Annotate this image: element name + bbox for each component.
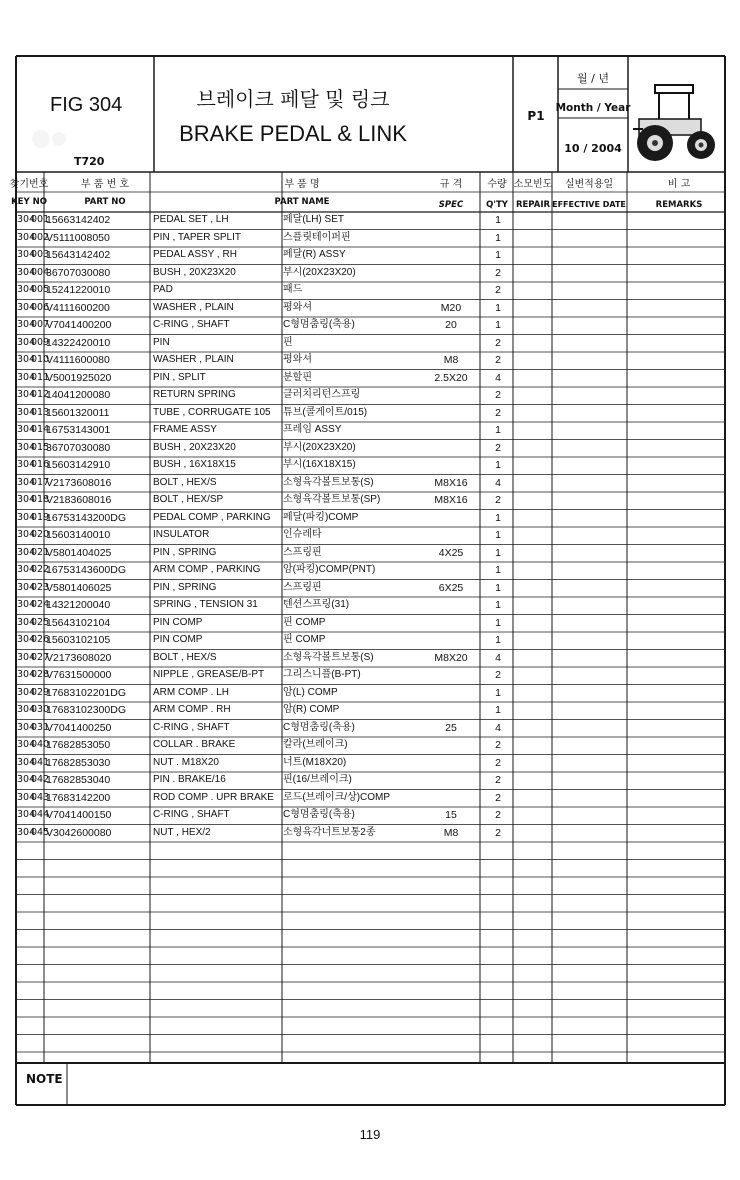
key-number: 041 — [31, 756, 50, 768]
fig-number: 304 — [17, 214, 36, 225]
part-name-korean: 평와셔 — [283, 354, 312, 365]
part-name-korean: 페달(R) ASSY — [283, 249, 346, 260]
part-number: 15241220010 — [46, 284, 111, 296]
part-number: 16753143001 — [46, 424, 111, 436]
key-number: 007 — [31, 319, 50, 330]
quantity-value: 2 — [495, 791, 501, 804]
fig-number: 304 — [17, 371, 36, 383]
part-name-english: NUT , HEX/2 — [153, 826, 211, 838]
quantity-value: 2 — [495, 756, 501, 769]
fig-number: 304 — [17, 389, 36, 400]
part-name-korean: 핀 COMP — [283, 634, 326, 645]
part-number: 16753143600DG — [46, 564, 126, 576]
part-name-english: PAD — [153, 284, 173, 295]
spec-value: 4X25 — [438, 546, 464, 559]
fig-number: 304 — [17, 634, 36, 645]
table-row — [15, 335, 726, 352]
key-number: 025 — [31, 616, 50, 628]
page-number: 119 — [359, 1127, 381, 1142]
part-name-korean: 핀(16/브레이크) — [283, 774, 352, 785]
fig-number: 304 — [17, 721, 36, 733]
key-number: 040 — [31, 739, 50, 750]
part-name-english: PIN , SPRING — [153, 546, 217, 558]
key-number: 018 — [31, 494, 50, 505]
part-name-english: ROD COMP . UPR BRAKE — [153, 791, 274, 803]
tractor-illustration — [631, 67, 723, 167]
part-number: V2173608016 — [46, 476, 112, 489]
col-header-key-no-ko: 찾기번호 — [9, 179, 49, 190]
part-name-korean: 페달(LH) SET — [283, 214, 344, 225]
table-row — [15, 755, 726, 772]
part-number: 17682853040 — [46, 774, 111, 786]
part-name-english: C-RING , SHAFT — [153, 809, 230, 820]
table-row — [15, 615, 726, 632]
table-row — [15, 825, 726, 842]
table-row — [15, 545, 726, 562]
part-name-english: PIN . BRAKE/16 — [153, 774, 226, 785]
note-label: NOTE — [26, 1072, 63, 1086]
part-name-korean: 부시(16X18X15) — [283, 459, 356, 470]
table-row — [15, 212, 726, 229]
issue-date: 10 / 2004 — [564, 142, 622, 155]
part-number: 36707030080 — [46, 441, 111, 454]
fig-number: 304 — [17, 266, 36, 278]
part-number: 16753143200DG — [46, 511, 126, 524]
table-row — [15, 667, 726, 684]
key-number: 014 — [31, 424, 50, 435]
quantity-value: 2 — [495, 809, 501, 821]
col-header-repair: REPAIR — [515, 200, 551, 210]
table-row — [15, 737, 726, 754]
part-name-english: ARM COMP . RH — [153, 704, 231, 715]
quantity-value: 1 — [495, 686, 501, 699]
col-header-part-name-ko: 부 품 명 — [284, 179, 320, 190]
part-name-english: PIN — [153, 336, 170, 348]
quantity-value: 1 — [495, 459, 501, 471]
part-name-english: PIN COMP — [153, 616, 203, 628]
fig-number: 304 — [17, 301, 36, 313]
part-name-english: PIN , TAPER SPLIT — [153, 231, 241, 243]
key-number: 023 — [31, 581, 50, 593]
fig-number: 304 — [17, 756, 36, 768]
part-name-korean: C형멈춤링(축용) — [283, 319, 355, 330]
fig-number: 304 — [17, 511, 36, 523]
key-number: 013 — [31, 406, 50, 418]
key-number: 021 — [31, 546, 50, 558]
part-number: 15643102104 — [46, 616, 111, 629]
key-number: 045 — [31, 826, 50, 838]
part-name-english: PIN , SPLIT — [153, 371, 206, 383]
table-row — [15, 685, 726, 702]
part-name-english: BOLT , HEX/SP — [153, 494, 224, 505]
quantity-value: 4 — [495, 476, 501, 489]
fig-number: 304 — [17, 476, 36, 488]
col-header-remarks: REMARKS — [655, 200, 703, 210]
col-header-qty-ko: 수량 — [487, 179, 507, 190]
part-name-korean: 로드(브레이크/상)COMP — [283, 791, 391, 803]
part-number: V4111600200 — [46, 301, 110, 314]
part-name-korean: 클러치리턴스프링 — [283, 389, 361, 400]
col-header-spec: SPEC — [438, 200, 464, 210]
key-number: 028 — [31, 669, 50, 680]
part-number: 15603102105 — [46, 634, 111, 646]
key-number: 001 — [31, 214, 50, 225]
part-name-english: BOLT , HEX/S — [153, 651, 217, 663]
part-name-english: NIPPLE , GREASE/B-PT — [153, 669, 265, 680]
part-number: V2183608016 — [46, 494, 112, 506]
quantity-value: 2 — [495, 494, 501, 506]
quantity-value: 1 — [495, 564, 501, 576]
fig-number: 304 — [17, 406, 36, 418]
key-number: 022 — [31, 564, 50, 575]
key-number: 029 — [31, 686, 50, 698]
key-number: 006 — [31, 301, 50, 313]
quantity-value: 1 — [495, 319, 501, 331]
spec-value: M8 — [443, 354, 459, 366]
col-header-repair-ko: 소모빈도 — [513, 179, 553, 190]
part-number: 15663142402 — [46, 214, 111, 226]
table-row — [15, 702, 726, 719]
part-number: V7041400200 — [46, 319, 112, 331]
table-row — [15, 632, 726, 649]
part-name-korean: 소형육각볼트보통(S) — [283, 651, 374, 663]
quantity-value: 2 — [495, 266, 501, 279]
fig-number: 304 — [17, 774, 36, 785]
quantity-value: 2 — [495, 739, 501, 751]
key-number: 012 — [31, 389, 50, 400]
table-row — [15, 475, 726, 492]
key-number: 005 — [31, 284, 50, 295]
part-name-korean: 스프링핀 — [283, 546, 322, 558]
part-number: V2173608020 — [46, 651, 112, 664]
fig-number: 304 — [17, 231, 36, 243]
part-number: 15601320011 — [46, 406, 110, 419]
table-row — [15, 352, 726, 369]
key-number: 044 — [31, 809, 50, 820]
fig-number: 304 — [17, 826, 36, 838]
quantity-value: 1 — [495, 424, 501, 436]
col-header-qty: Q'TY — [486, 200, 508, 210]
part-name-korean: 암(R) COMP — [283, 704, 340, 715]
table-row — [15, 527, 726, 544]
part-name-korean: 암(파킹)COMP(PNT) — [283, 564, 376, 575]
fig-number: 304 — [17, 809, 36, 820]
part-number: V7041400250 — [46, 721, 112, 734]
part-name-korean: 튜브(콜게이트/015) — [283, 406, 368, 418]
part-name-korean: 소형육각볼트보통(SP) — [283, 494, 381, 505]
quantity-value: 1 — [495, 704, 501, 716]
quantity-value: 1 — [495, 511, 501, 524]
key-number: 016 — [31, 459, 50, 470]
table-row — [15, 580, 726, 597]
col-header-effective-date: EFFECTIVE DATE — [552, 200, 626, 209]
part-name-english: C-RING , SHAFT — [153, 319, 230, 330]
fig-number: 304 — [17, 669, 36, 680]
watermark-tractor-image — [29, 113, 69, 153]
key-number: 043 — [31, 791, 50, 803]
quantity-value: 1 — [495, 581, 501, 594]
key-number: 004 — [31, 266, 50, 278]
parts-list-sheet — [9, 55, 726, 1106]
part-name-korean: 부시(20X23X20) — [283, 441, 356, 453]
quantity-value: 2 — [495, 669, 501, 681]
part-number: V5001925020 — [46, 371, 112, 384]
spec-value: 2.5X20 — [434, 371, 468, 384]
part-number: 17683102201DG — [46, 686, 126, 699]
quantity-value: 1 — [495, 231, 501, 244]
part-name-english: COLLAR . BRAKE — [153, 739, 236, 750]
key-number: 019 — [31, 511, 50, 523]
part-number: 14041200080 — [46, 389, 111, 401]
table-row — [15, 230, 726, 247]
part-name-english: ARM COMP . LH — [153, 686, 229, 698]
table-row — [15, 492, 726, 509]
key-number: 010 — [31, 354, 50, 365]
fig-label: FIG 304 — [50, 94, 123, 116]
table-row — [15, 405, 726, 422]
key-number: 002 — [31, 231, 50, 243]
spec-value: M20 — [440, 301, 462, 314]
fig-number: 304 — [17, 704, 36, 715]
part-name-korean: 너트(M18X20) — [283, 756, 347, 768]
quantity-value: 4 — [495, 371, 501, 384]
fig-number: 304 — [17, 249, 36, 260]
part-name-korean: 스플릿테이퍼핀 — [283, 231, 351, 243]
spec-value: 20 — [445, 319, 457, 331]
part-name-korean: 인슈레타 — [283, 529, 322, 540]
quantity-value: 1 — [495, 634, 501, 646]
part-name-korean: 핀 COMP — [283, 616, 326, 628]
title-english: BRAKE PEDAL & LINK — [179, 121, 407, 146]
col-header-key-no: KEY NO — [11, 197, 47, 207]
part-name-korean: 소형육각너트보통2종 — [283, 826, 376, 838]
table-row — [15, 650, 726, 667]
table-row — [15, 282, 726, 299]
part-name-korean: 스프링핀 — [283, 581, 322, 593]
quantity-value: 2 — [495, 441, 501, 454]
part-name-korean: 칼라(브레이크) — [283, 739, 348, 750]
quantity-value: 2 — [495, 336, 501, 349]
table-row — [15, 807, 726, 824]
part-name-korean: 핀 — [283, 336, 293, 348]
key-number: 017 — [31, 476, 50, 488]
key-number: 026 — [31, 634, 50, 645]
part-name-english: PIN , SPRING — [153, 581, 217, 593]
key-number: 030 — [31, 704, 50, 715]
month-year-korean: 월 / 년 — [577, 72, 609, 85]
part-name-english: WASHER , PLAIN — [153, 301, 234, 313]
quantity-value: 1 — [495, 546, 501, 559]
part-name-english: INSULATOR — [153, 529, 210, 540]
table-row — [15, 422, 726, 439]
fig-number: 304 — [17, 616, 36, 628]
part-name-korean: 텐션스프링(31) — [283, 599, 350, 610]
col-header-remarks-ko: 비 고 — [667, 179, 691, 190]
quantity-value: 2 — [495, 406, 501, 419]
quantity-value: 2 — [495, 826, 501, 839]
part-number: 17683102300DG — [46, 704, 126, 716]
quantity-value: 2 — [495, 389, 501, 401]
table-row — [15, 597, 726, 614]
quantity-value: 1 — [495, 599, 501, 611]
part-name-korean: 페달(파킹)COMP — [283, 511, 359, 523]
part-name-english: BUSH , 20X23X20 — [153, 266, 236, 278]
quantity-value: 1 — [495, 301, 501, 314]
part-name-english: PEDAL COMP , PARKING — [153, 511, 271, 523]
spec-value: 15 — [445, 809, 457, 821]
spec-value: M8 — [443, 826, 459, 839]
table-row — [15, 387, 726, 404]
part-name-korean: 평와셔 — [283, 301, 312, 313]
part-number: V7631500000 — [46, 669, 112, 681]
fig-number: 304 — [17, 529, 36, 540]
part-name-korean: 패드 — [283, 284, 303, 295]
part-name-english: SPRING , TENSION 31 — [153, 599, 258, 610]
part-number: V5111008050 — [46, 231, 110, 244]
fig-number: 304 — [17, 494, 36, 505]
table-row — [15, 370, 726, 387]
fig-number: 304 — [17, 424, 36, 435]
part-number: 15643142402 — [46, 249, 111, 261]
part-number: V3042600080 — [46, 826, 112, 839]
part-number: V5801404025 — [46, 546, 112, 559]
page-code: P1 — [527, 109, 545, 123]
fig-number: 304 — [17, 284, 36, 295]
fig-number: 304 — [17, 739, 36, 750]
model-label: T720 — [74, 155, 105, 168]
table-row — [15, 247, 726, 264]
quantity-value: 4 — [495, 721, 501, 734]
part-name-korean: 암(L) COMP — [283, 686, 338, 698]
table-row — [15, 562, 726, 579]
quantity-value: 1 — [495, 214, 501, 226]
fig-number: 304 — [17, 651, 36, 663]
fig-number: 304 — [17, 686, 36, 698]
part-number: V7041400150 — [46, 809, 112, 821]
part-name-english: BUSH , 16X18X15 — [153, 459, 236, 470]
key-number: 027 — [31, 651, 50, 663]
part-name-english: PIN COMP — [153, 634, 203, 645]
part-number: 17682853030 — [46, 756, 111, 769]
part-name-english: C-RING , SHAFT — [153, 721, 230, 733]
table-row — [15, 457, 726, 474]
spec-value: 25 — [445, 721, 457, 734]
key-number: 024 — [31, 599, 50, 610]
part-number: V4111600080 — [46, 354, 110, 366]
fig-number: 304 — [17, 546, 36, 558]
part-number: V5801406025 — [46, 581, 112, 594]
quantity-value: 1 — [495, 249, 501, 261]
part-number: 15603142910 — [46, 459, 111, 471]
key-number: 009 — [31, 336, 50, 348]
col-header-part-no-ko: 부 품 번 호 — [80, 179, 130, 190]
col-header-effective-date-ko: 실변적용일 — [564, 179, 614, 190]
spec-value: M8X20 — [434, 651, 468, 664]
part-number: 14322420010 — [46, 336, 111, 349]
fig-number: 304 — [17, 319, 36, 330]
part-number: 15603140010 — [46, 529, 111, 541]
table-row — [15, 317, 726, 334]
quantity-value: 4 — [495, 651, 501, 664]
quantity-value: 2 — [495, 774, 501, 786]
spec-value: M8X16 — [434, 476, 468, 489]
table-row — [15, 440, 726, 457]
spec-value: M8X16 — [434, 494, 468, 506]
fig-number: 304 — [17, 564, 36, 575]
key-number: 031 — [31, 721, 50, 733]
fig-number: 304 — [17, 791, 36, 803]
table-row — [15, 265, 726, 282]
part-name-korean: 부시(20X23X20) — [283, 266, 356, 278]
part-name-korean: C형멈춤링(축용) — [283, 809, 355, 820]
part-name-english: NUT . M18X20 — [153, 756, 219, 768]
spec-value: 6X25 — [438, 581, 464, 594]
quantity-value: 1 — [495, 529, 501, 541]
key-number: 015 — [31, 441, 50, 453]
fig-number: 304 — [17, 441, 36, 453]
fig-number: 304 — [17, 581, 36, 593]
fig-number: 304 — [17, 336, 36, 348]
table-row — [15, 772, 726, 789]
fig-number: 304 — [17, 354, 36, 365]
part-name-korean: 분할핀 — [283, 371, 312, 383]
table-row — [15, 720, 726, 737]
fig-number: 304 — [17, 599, 36, 610]
part-name-korean: 그리스니플(B-PT) — [283, 669, 361, 680]
part-name-english: ARM COMP , PARKING — [153, 564, 261, 575]
part-name-english: TUBE , CORRUGATE 105 — [153, 406, 271, 418]
part-name-english: RETURN SPRING — [153, 389, 236, 400]
title-korean: 브레이크 페달 및 링크 — [196, 87, 390, 111]
key-number: 042 — [31, 774, 50, 785]
part-name-korean: 프레임 ASSY — [283, 424, 342, 435]
part-number: 14321200040 — [46, 599, 111, 611]
key-number: 011 — [31, 371, 50, 383]
part-number: 17682853050 — [46, 739, 111, 751]
part-name-english: FRAME ASSY — [153, 424, 217, 435]
part-name-english: BUSH , 20X23X20 — [153, 441, 236, 453]
key-number: 020 — [31, 529, 50, 540]
key-number: 003 — [31, 249, 50, 260]
table-row — [15, 790, 726, 807]
part-number: 17683142200 — [46, 791, 111, 804]
part-name-english: PEDAL SET , LH — [153, 214, 229, 225]
quantity-value: 1 — [495, 616, 501, 629]
table-row — [15, 510, 726, 527]
part-name-english: WASHER , PLAIN — [153, 354, 234, 365]
part-name-english: BOLT , HEX/S — [153, 476, 217, 488]
month-year-english: Month / Year — [555, 102, 631, 114]
col-header-spec-ko: 규 격 — [439, 179, 463, 190]
part-name-korean: 소형육각볼트보통(S) — [283, 476, 374, 488]
quantity-value: 2 — [495, 284, 501, 296]
quantity-value: 2 — [495, 354, 501, 366]
part-name-english: PEDAL ASSY , RH — [153, 249, 237, 260]
part-number: 36707030080 — [46, 266, 111, 279]
fig-number: 304 — [17, 459, 36, 470]
part-name-korean: C형멈춤링(축용) — [283, 721, 355, 733]
col-header-part-name: PART NAME — [274, 197, 330, 207]
table-row — [15, 300, 726, 317]
col-header-part-no: PART NO — [84, 197, 126, 207]
